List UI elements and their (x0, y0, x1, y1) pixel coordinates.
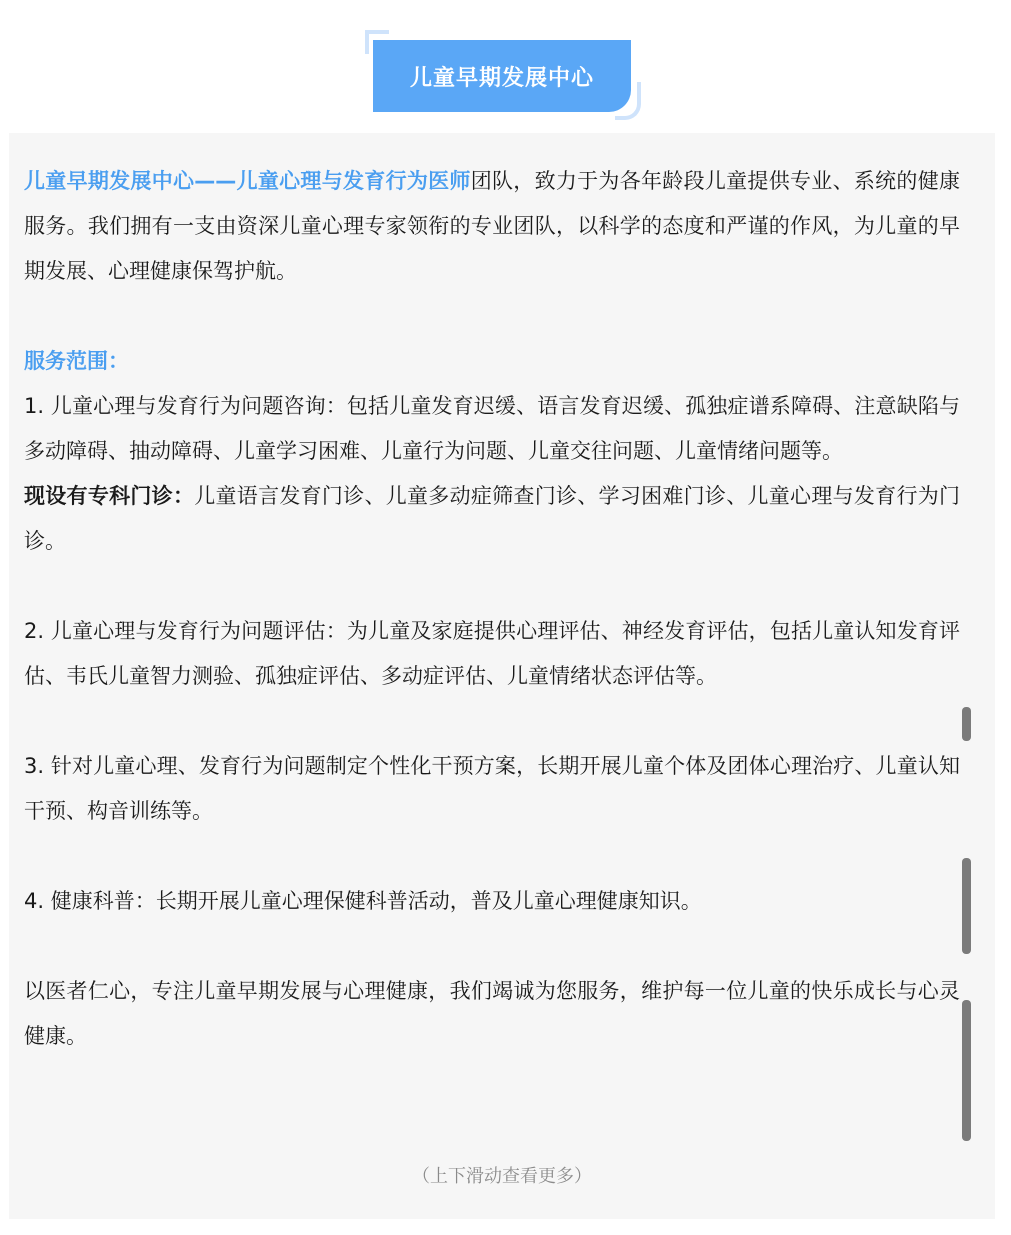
article-body (24, 159, 960, 1059)
intro-highlight: 儿童早期发展中心——儿童心理与发育行为医师 (24, 169, 471, 193)
closing-paragraph: 以医者仁心，专注儿童早期发展与心理健康，我们竭诚为您服务，维护每一位儿童的快乐成长与心灵健康。 (24, 979, 960, 1048)
spacer (24, 294, 960, 339)
spacer (24, 834, 960, 879)
header-badge-wrap (365, 30, 641, 120)
intro-text: 团队，致力于为各年龄段儿童提供专业、系统的健康服务。我们拥有一支由资深儿童心理专家领衔的专业团队，以科学的态度和严谨的作风，为儿童的早期发展、心理健康保驾护航。 (24, 169, 961, 283)
service-item-1: 1. 儿童心理与发育行为问题咨询：包括儿童发育迟缓、语言发育迟缓、孤独症谱系障碍、注意缺陷与多动障碍、抽动障碍、儿童学习困难、儿童行为问题、儿童交往问题、儿童情绪问题等。 (24, 394, 960, 463)
service-item-4: 4. 健康科普：长期开展儿童心理保健科普活动，普及儿童心理健康知识。 (24, 889, 702, 913)
content-panel[interactable] (9, 133, 995, 1219)
scroll-indicator-3[interactable] (962, 1000, 971, 1141)
page-title: 儿童早期发展中心 (373, 40, 631, 112)
scroll-indicator-1[interactable] (962, 707, 971, 741)
clinics-paragraph (24, 474, 960, 564)
clinics-label: 现设有专科门诊： (24, 484, 195, 508)
service-item-3: 3. 针对儿童心理、发育行为问题制定个性化干预方案，长期开展儿童个体及团体心理治疗、儿童认知干预、构音训练等。 (24, 754, 960, 823)
clinics-text: 儿童语言发育门诊、儿童多动症筛查门诊、学习困难门诊、儿童心理与发育行为门诊。 (24, 484, 960, 553)
intro-paragraph (24, 159, 960, 294)
spacer (24, 564, 960, 609)
scroll-hint: （上下滑动查看更多） (412, 1166, 592, 1187)
scroll-indicator-2[interactable] (962, 858, 971, 954)
service-item-2: 2. 儿童心理与发育行为问题评估：为儿童及家庭提供心理评估、神经发育评估，包括儿童认知发育评估、韦氏儿童智力测验、孤独症评估、多动症评估、儿童情绪状态评估等。 (24, 619, 960, 688)
services-heading: 服务范围： (24, 349, 129, 373)
spacer (24, 699, 960, 744)
spacer (24, 924, 960, 969)
